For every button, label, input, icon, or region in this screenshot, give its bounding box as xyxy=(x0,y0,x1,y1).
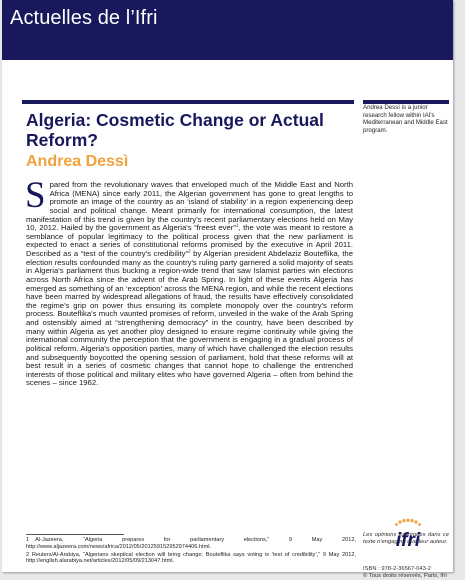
article-author: Andrea Dessì xyxy=(26,153,129,170)
article-title: Algeria: Cosmetic Change or Actual Reform? xyxy=(26,110,324,150)
series-title: Actuelles de l’Ifri xyxy=(10,7,158,29)
footnote-2 xyxy=(26,552,356,565)
isbn-block xyxy=(363,566,449,580)
copyright: © Tous droits réservés, Paris, Ifri xyxy=(363,573,447,579)
article-body xyxy=(25,175,353,388)
body-text-part-2: , the vote was meant to restore a semblance of popular legitimacy to the political process given that the new parliament is expected to enact a series of constitutional reforms promised by the executive in April 2011. Described as a “test of the country's credibility” xyxy=(26,223,353,258)
footnote-number: 1 xyxy=(26,537,30,543)
disclaimer: Les opinions exprimées dans ce texte n'engagent que leur auteur. xyxy=(363,532,449,546)
author-bio: Andrea Dessì is a junior research fellow within IAI's Mediterranean and Middle East program. xyxy=(363,104,448,134)
isbn: ISBN : 978-2-36567-043-2 xyxy=(363,566,431,572)
footnote-ref-2: 2 xyxy=(188,248,191,254)
footnote-number: 2 xyxy=(26,551,30,558)
logo-text: ifri xyxy=(395,530,421,551)
footnote-rule xyxy=(26,534,124,535)
footnotes xyxy=(26,537,356,566)
document-page xyxy=(2,0,453,579)
footnote-1 xyxy=(26,537,356,550)
footnote-ref-1: 1 xyxy=(235,222,239,228)
drop-cap: S xyxy=(25,175,46,216)
footnote-text: Al-Jazeera, “Algeria prepares for parliamentary elections,” 9 May 2012, http://www.aljazeera.com/news/africa/2012/05/201259152952974406.html. xyxy=(26,537,356,550)
sidebar xyxy=(363,100,449,579)
body-text-part-1: pared from the revolutionary waves that enveloped much of the Middle East and North Africa (MENA) since early 2011, the Algerian government has gone to great lengths to promote an image of the country as an ‘island of stability’ in a region experiencing deep social and political change. Meant primarily for international consumption, the latest manifestation of this trend is given by the country's recent parliamentary elections held on May 10, 2012. Hailed by the government as Algeria's “freest ever” xyxy=(26,180,353,233)
header-band xyxy=(2,0,453,60)
ifri-logo-icon xyxy=(382,519,434,555)
body-text-part-3: by Algerian president Abdelaziz Bouteflika, the election results confounded many as the country's ruling party garnered a solid majority of seats in Algeria's parliament thus bucking a region-wide trend that saw Islamist parties win elections across North Africa since the advent of the Arab Spring. In light of these events Algeria has emerged as something of an ‘exception’ across the MENA region, and while the recent elections have been marred by widespread allegations of fraud, the results have effectively consolidated the regime's grip on power thus ensuring its complete monopoly over the country's reform process. Bouteflika's much vaunted promises of reform, unveiled in the wake of the Arab Spring and ostensibly aimed at “strengthening democracy” in the country, have been described by many within Algeria as yet another ploy designed to ensure regime continuity while giving the international community the perception that the government is engaging in a gradual process of political reform. Algeria's opposition parties, many of which have challenged the election results and subsequently boycotted the opening session of parliament, hold that these reforms will at best result in a series of cosmetic changes that cannot hope to challenge the entrenched interests of those political and military elites who have governed Algeria – often from behind the scenes – since 1962. xyxy=(26,249,353,388)
footnote-text: Reuters/Al-Arabiya, “Algerians skeptical election will bring change; Bouteflika says voting is ‘test of credibility’,” 9 May 2012, http://english.alarabiya.net/articles/2012/05/09/213047.html. xyxy=(26,551,356,565)
title-rule xyxy=(22,100,354,104)
main-column xyxy=(22,100,354,570)
